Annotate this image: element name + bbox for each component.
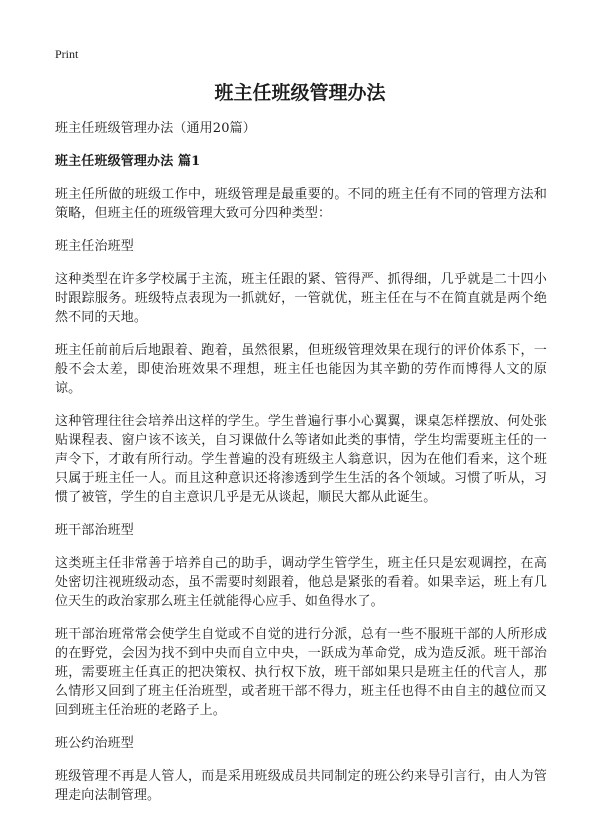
paragraph: 班主任前前后后地跟着、跑着，虽然很累，但班级管理效果在现行的评价体系下，一般不会太差，即使治班效果不理想，班主任也能因为其辛勤的劳作而博得人文的原谅。: [55, 343, 547, 396]
paragraph: 这种类型在许多学校属于主流，班主任跟的紧、管得严、抓得细，几乎就是二十四小时跟踪服务。班级特点表现为一抓就好，一管就优，班主任在与不在简直就是两个绝然不同的天地。: [55, 272, 547, 325]
print-link[interactable]: Print: [55, 47, 79, 61]
chapter-heading: 班主任班级管理办法 篇1: [55, 154, 201, 169]
intro-paragraph: 班主任所做的班级工作中，班级管理是最重要的。不同的班主任有不同的管理方法和策略，但班主任的班级管理大致可分四种类型：: [55, 187, 547, 221]
section-heading-convention-led: 班公约治班型: [55, 736, 134, 751]
document-subtitle: 班主任班级管理办法（通用20篇）: [55, 121, 256, 136]
page-title: 班主任班级管理办法: [214, 82, 386, 104]
paragraph: 这类班主任非常善于培养自己的助手，调动学生管学生，班主任只是宏观调控，在高处密切注视班级动态，虽不需要时刻跟着，他总是紧张的看着。如果幸运，班上有几位天生的政治家那么班主任就能得心应手、如鱼得水了。: [55, 556, 547, 609]
document-body: [55, 119, 547, 819]
paragraph: 班级管理不再是人管人，而是采用班级成员共同制定的班公约来导引言行，由人为管理走向法制管理。: [55, 769, 547, 803]
paragraph: 班干部治班常常会使学生自觉或不自觉的进行分派，总有一些不服班干部的人所形成的在野党，会因为找不到中央而自立中央，一跃成为革命党，成为造反派。班干部治班，需要班主任真正的把决策权、执行权下放，班干部如果只是班主任的代言人，那么情形又回到了班主任治班型，或者班干部不得力，班主任也得不由自主的越位而又回到班主任治班的老路子上。: [55, 627, 547, 718]
paragraph: 这种管理往往会培养出这样的学生。学生普遍行事小心翼翼，课桌怎样摆放、何处张贴课程表、窗户该不该关，自习课做什么等诸如此类的事情，学生均需要班主任的一声令下，才敢有所行动。学生普遍的没有班级主人翁意识，因为在他们看来，这个班只属于班主任一人。而且这种意识还将渗透到学生生活的各个领域。习惯了听从，习惯了被管，学生的自主意识几乎是无从谈起，顺民大都从此诞生。: [55, 414, 547, 505]
section-heading-teacher-led: 班主任治班型: [55, 239, 134, 254]
section-heading-cadre-led: 班干部治班型: [55, 523, 134, 538]
